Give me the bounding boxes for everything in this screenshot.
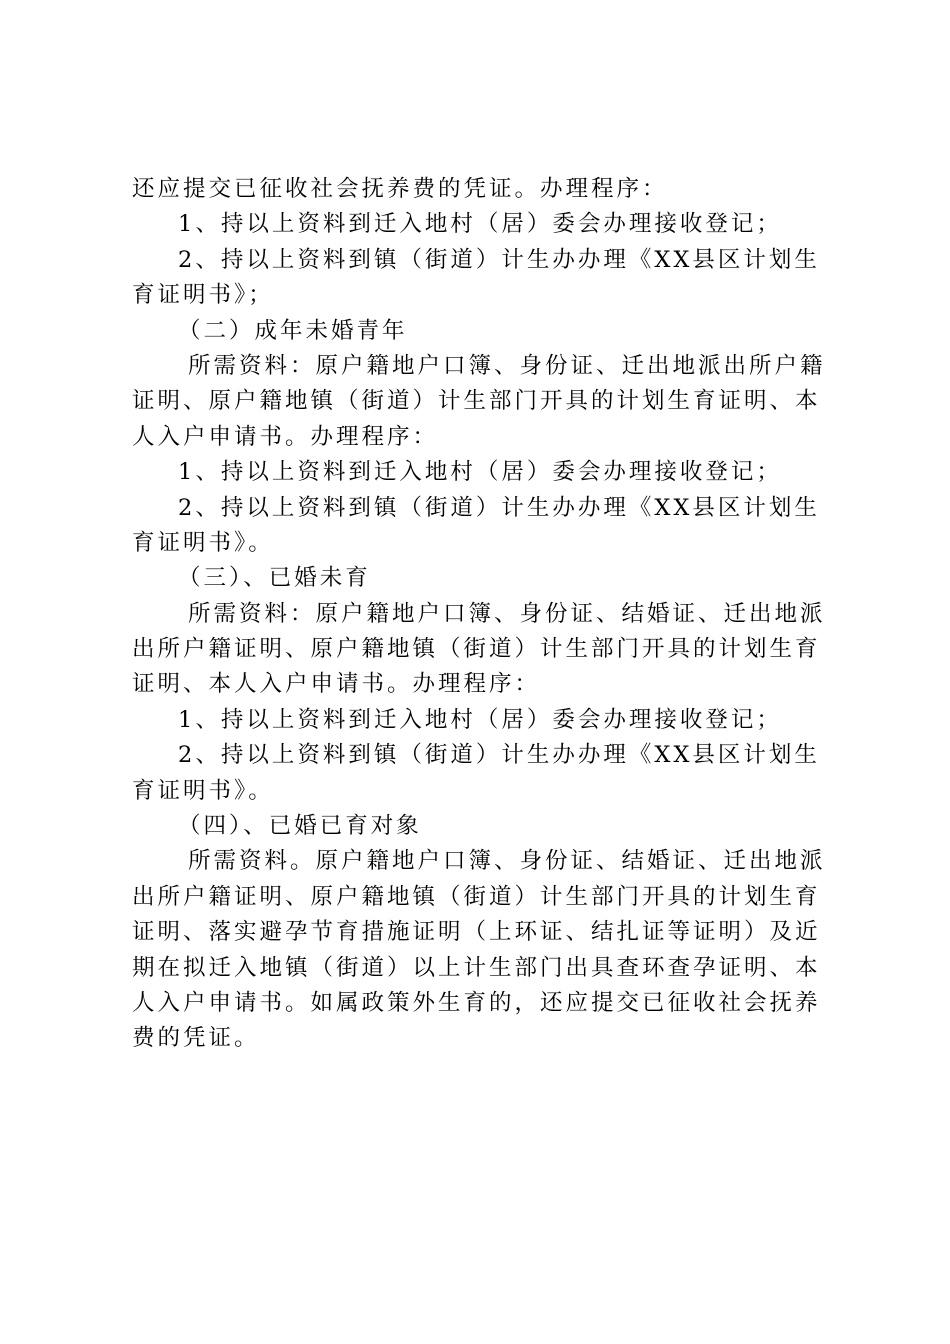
text-line: 所需资料。原户籍地户口簿、身份证、结婚证、迁出地派 <box>188 848 826 875</box>
text-line: 所需资料：原户籍地户口簿、身份证、迁出地派出所户籍 <box>188 352 826 379</box>
text-line: 还应提交已征收社会抚养费的凭证。办理程序： <box>132 176 668 202</box>
step-line: 2、持以上资料到镇（街道）计生办办理《XX县区计划生 <box>178 742 820 769</box>
section-heading: （四）、已婚已育对象 <box>178 813 422 840</box>
text-line: 所需资料：原户籍地户口簿、身份证、结婚证、迁出地派 <box>188 600 826 627</box>
step-line: 1、持以上资料到迁入地村（居）委会办理接收登记； <box>178 459 782 486</box>
text-line: 证明、落实避孕节育措施证明（上环证、结扎证等证明）及近 <box>132 919 821 946</box>
text-line: 出所户籍证明、原户籍地镇（街道）计生部门开具的计划生育 <box>132 883 821 910</box>
step-line: 2、持以上资料到镇（街道）计生办办理《XX县区计划生 <box>178 494 820 521</box>
text-line: 证明、本人入户申请书。办理程序： <box>132 671 541 698</box>
text-line: 期在拟迁入地镇（街道）以上计生部门出具查环查孕证明、本 <box>132 954 821 981</box>
text-line: 证明、原户籍地镇（街道）计生部门开具的计划生育证明、本 <box>132 388 821 415</box>
text-line: 育证明书》； <box>132 282 274 309</box>
section-heading: （二）成年未婚青年 <box>178 317 408 344</box>
text-line: 出所户籍证明、原户籍地镇（街道）计生部门开具的计划生育 <box>132 636 821 663</box>
document-body <box>132 172 832 1057</box>
step-line: 1、持以上资料到迁入地村（居）委会办理接收登记； <box>178 706 782 733</box>
text-line: 人入户申请书。如属政策外生育的，还应提交已征收社会抚养 <box>132 989 821 1016</box>
text-line: 费的凭证。 <box>132 1025 260 1052</box>
section-heading: （三）、已婚未育 <box>178 565 371 592</box>
step-line: 2、持以上资料到镇（街道）计生办办理《XX县区计划生 <box>178 246 820 273</box>
text-line: 人入户申请书。办理程序： <box>132 423 439 450</box>
text-line: 育证明书》。 <box>132 777 274 804</box>
step-line: 1、持以上资料到迁入地村（居）委会办理接收登记； <box>178 211 782 238</box>
text-line: 育证明书》。 <box>132 529 274 556</box>
